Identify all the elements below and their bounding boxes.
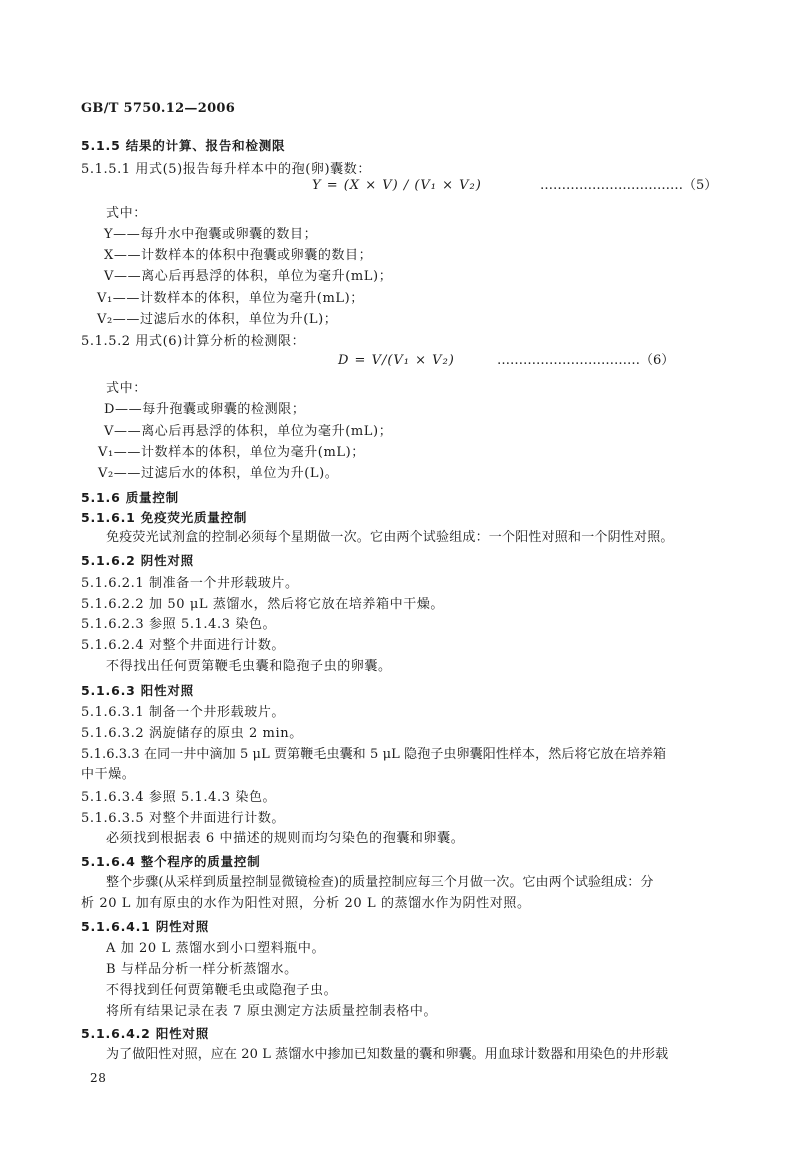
list-item: B 与样品分析一样分析蒸馏水。 — [106, 962, 298, 977]
clause: 5.1.5.2 用式(6)计算分析的检测限： — [81, 334, 306, 349]
variable-definition: D——每升孢囊或卵囊的检测限； — [104, 402, 306, 417]
variable-definition: V₁——计数样本的体积，单位为毫升(mL)； — [98, 445, 365, 460]
paragraph: 将所有结果记录在表 7 原虫测定方法质量控制表格中。 — [106, 1004, 438, 1019]
section-heading: 5.1.6 质量控制 — [81, 490, 179, 505]
variable-definition: V₂——过滤后水的体积，单位为升(L)。 — [98, 466, 339, 481]
variable-definition: V——离心后再悬浮的体积，单位为毫升(mL)； — [104, 424, 393, 439]
variable-definition: Y——每升水中孢囊或卵囊的数目； — [104, 227, 318, 242]
equation-6-number: ……………………………（6） — [497, 353, 675, 368]
subsection-heading: 5.1.6.2 阴性对照 — [81, 553, 194, 568]
clause: 5.1.6.3.1 制备一个井形载玻片。 — [81, 705, 286, 720]
paragraph: 必须找到根据表 6 中描述的规则而均匀染色的孢囊和卵囊。 — [106, 831, 465, 846]
section-heading: 5.1.5 结果的计算、报告和检测限 — [81, 138, 286, 153]
clause: 5.1.6.2.3 参照 5.1.4.3 染色。 — [81, 617, 277, 632]
paragraph: 免疫荧光试剂盒的控制必须每个星期做一次。它由两个试验组成：一个阳性对照和一个阴性对照。 — [106, 530, 674, 545]
clause: 5.1.6.2.1 制准备一个井形载玻片。 — [81, 576, 299, 591]
clause: 5.1.6.3.4 参照 5.1.4.3 染色。 — [81, 790, 277, 805]
subsection-heading: 5.1.6.4.2 阳性对照 — [81, 1026, 210, 1041]
clause: 5.1.6.3.2 涡旋储存的原虫 2 min。 — [81, 726, 303, 741]
variable-definition: X——计数样本的体积中孢囊或卵囊的数目； — [104, 248, 373, 263]
clause: 5.1.5.1 用式(5)报告每升样本中的孢(卵)囊数： — [81, 162, 371, 177]
variable-definition: V——离心后再悬浮的体积，单位为毫升(mL)； — [104, 269, 393, 284]
clause: 5.1.6.3.3 在同一井中滴加 5 μL 贾第鞭毛虫囊和 5 μL 隐孢子虫卵囊阳性样本，然后将它放在培养箱 — [81, 747, 667, 762]
subsection-heading: 5.1.6.1 免疫荧光质量控制 — [81, 510, 248, 525]
equation-5-formula: Y = (X × V) / (V₁ × V₂) — [312, 178, 482, 193]
where-label: 式中： — [106, 381, 147, 396]
equation-5-number: ……………………………（5） — [540, 178, 718, 193]
subsection-heading: 5.1.6.4.1 阴性对照 — [81, 919, 210, 934]
standard-code: GB/T 5750.12—2006 — [81, 101, 236, 116]
paragraph: 不得找出任何贾第鞭毛虫囊和隐孢子虫的卵囊。 — [106, 659, 392, 674]
paragraph-continuation: 析 20 L 加有原虫的水作为阳性对照，分析 20 L 的蒸馏水作为阴性对照。 — [81, 896, 531, 911]
equation-6-formula: D = V/(V₁ × V₂) — [338, 353, 455, 368]
page-number: 28 — [90, 1071, 107, 1085]
where-label: 式中： — [106, 206, 147, 221]
clause: 5.1.6.2.2 加 50 μL 蒸馏水，然后将它放在培养箱中干燥。 — [81, 597, 445, 612]
clause-continuation: 中干燥。 — [81, 767, 136, 782]
clause: 5.1.6.3.5 对整个井面进行计数。 — [81, 811, 286, 826]
variable-definition: V₁——计数样本的体积，单位为毫升(mL)； — [97, 291, 364, 306]
clause: 5.1.6.2.4 对整个井面进行计数。 — [81, 638, 286, 653]
list-item: A 加 20 L 蒸馏水到小口塑料瓶中。 — [106, 941, 326, 956]
paragraph: 整个步骤(从采样到质量控制显微镜检查)的质量控制应每三个月做一次。它由两个试验组成：分 — [106, 875, 654, 890]
paragraph: 为了做阳性对照，应在 20 L 蒸馏水中掺加已知数量的囊和卵囊。用血球计数器和用染色的井形载 — [106, 1047, 669, 1062]
paragraph: 不得找到任何贾第鞭毛虫或隐孢子虫。 — [106, 983, 338, 998]
variable-definition: V₂——过滤后水的体积，单位为升(L)； — [97, 312, 338, 327]
subsection-heading: 5.1.6.4 整个程序的质量控制 — [81, 854, 261, 869]
subsection-heading: 5.1.6.3 阳性对照 — [81, 683, 194, 698]
